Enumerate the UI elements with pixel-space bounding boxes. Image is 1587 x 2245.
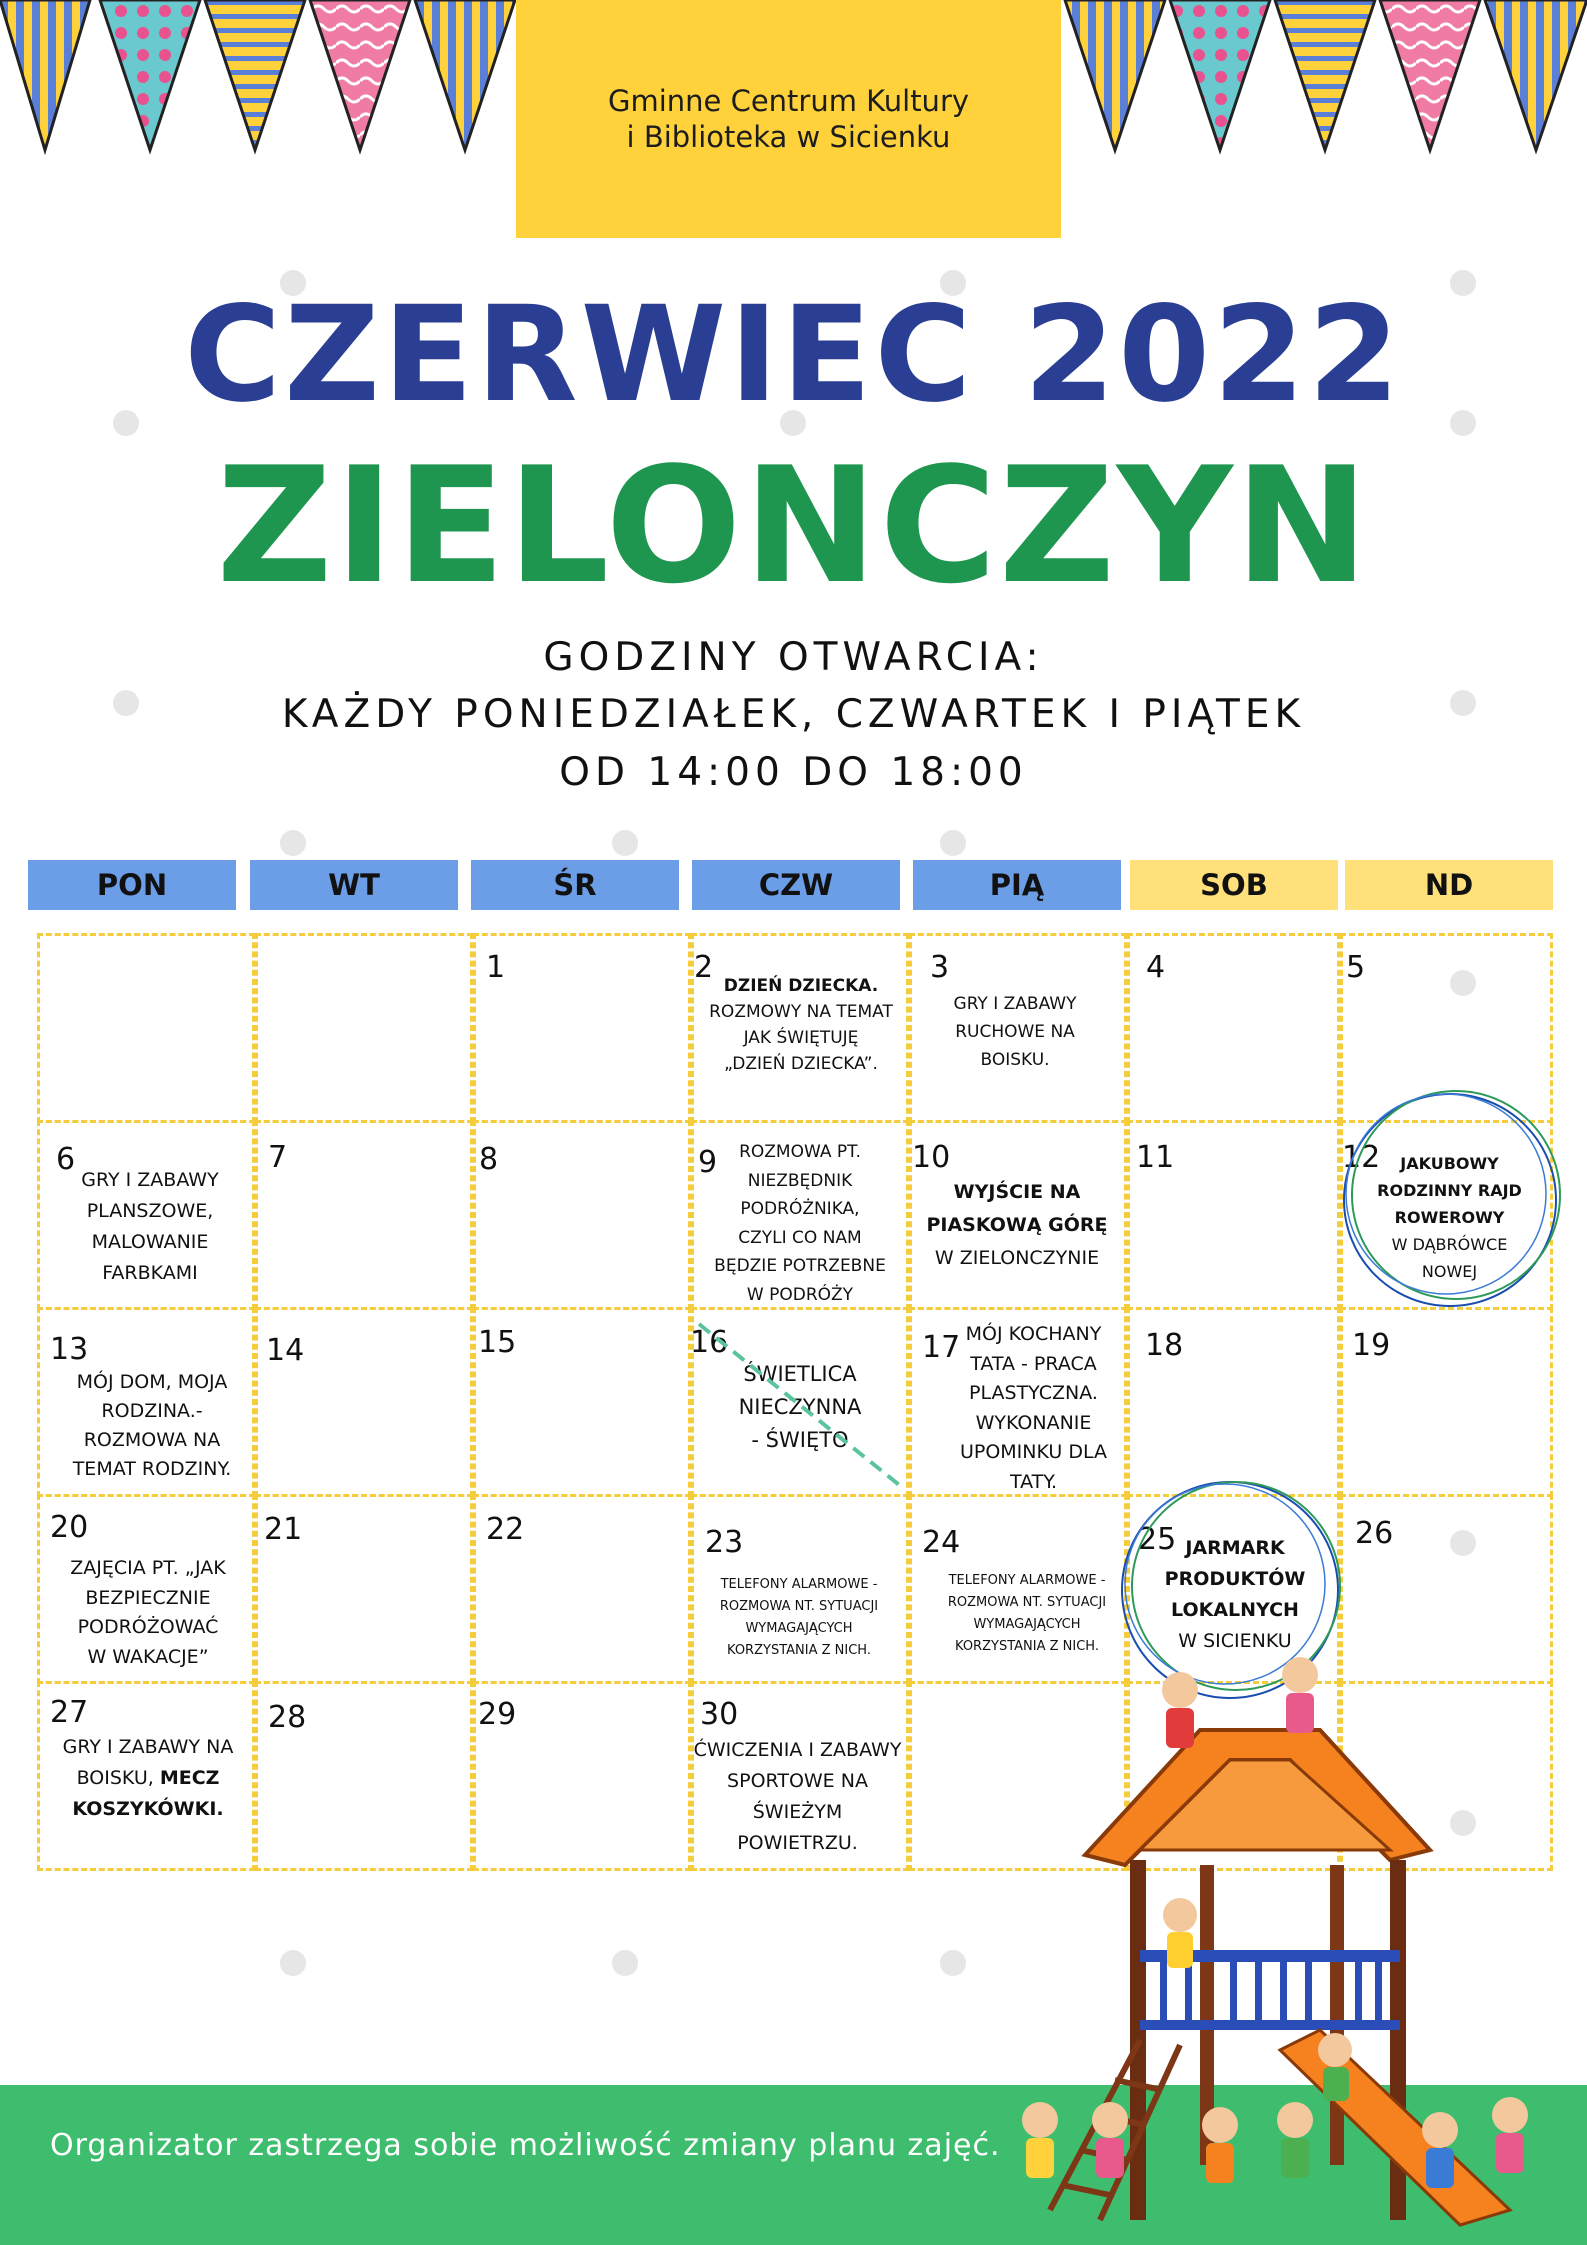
day-number: 21 bbox=[264, 1512, 303, 1547]
day-number: 3 bbox=[930, 950, 950, 985]
weekday-header-wed: ŚR bbox=[471, 860, 679, 910]
day-number: 8 bbox=[479, 1142, 499, 1177]
event-day-16: ŚWIETLICA NIECZYNNA - ŚWIĘTO bbox=[738, 1362, 862, 1452]
day-number: 23 bbox=[705, 1525, 744, 1560]
organizer-name: Gminne Centrum Kultury i Biblioteka w Sicienku bbox=[607, 84, 970, 154]
day-number: 27 bbox=[50, 1695, 89, 1730]
event-day-6: GRY I ZABAWY PLANSZOWE, MALOWANIE FARBKAMI bbox=[81, 1169, 219, 1284]
day-number: 5 bbox=[1346, 950, 1366, 985]
day-number: 7 bbox=[268, 1140, 288, 1175]
weekday-header-thu: CZW bbox=[692, 860, 900, 910]
calendar-cell bbox=[255, 1120, 473, 1310]
event-day-20: ZAJĘCIA PT. „JAK BEZPIECZNIE PODRÓŻOWAĆ W WAKACJE” bbox=[70, 1557, 226, 1668]
closed-strike-line bbox=[693, 1318, 913, 1498]
day-number: 11 bbox=[1136, 1140, 1175, 1175]
highlight-circle bbox=[1330, 1075, 1580, 1325]
weekday-header-sun: ND bbox=[1345, 860, 1553, 910]
event-day-2: DZIEŃ DZIECKA. ROZMOWY NA TEMAT JAK ŚWIĘTUJĘ „DZIEŃ DZIECKA”. bbox=[709, 976, 893, 1074]
day-number: 26 bbox=[1355, 1516, 1394, 1551]
day-number: 9 bbox=[698, 1145, 718, 1180]
opening-days: KAŻDY PONIEDZIAŁEK, CZWARTEK I PIĄTEK bbox=[281, 692, 1306, 737]
day-number: 28 bbox=[268, 1700, 307, 1735]
day-number: 12 bbox=[1342, 1140, 1381, 1175]
day-number: 2 bbox=[694, 950, 714, 985]
day-number: 19 bbox=[1352, 1328, 1391, 1363]
playground-illustration bbox=[990, 1650, 1580, 2245]
event-day-17: MÓJ KOCHANY TATA - PRACA PLASTYCZNA. WYKONANIE UPOMINKU DLA TATY. bbox=[959, 1323, 1108, 1493]
day-number: 18 bbox=[1145, 1328, 1184, 1363]
event-day-27: GRY I ZABAWY NA BOISKU, MECZ KOSZYKÓWKI. bbox=[62, 1736, 234, 1820]
opening-hours-heading: GODZINY OTWARCIA: bbox=[543, 635, 1044, 680]
day-number: 20 bbox=[50, 1510, 89, 1545]
event-day-25: JARMARK PRODUKTÓW LOKALNYCH W SICIENKU bbox=[1164, 1537, 1306, 1652]
event-day-3: GRY I ZABAWY RUCHOWE NA BOISKU. bbox=[953, 994, 1077, 1070]
weekday-header-mon: PON bbox=[28, 860, 236, 910]
calendar-cell bbox=[473, 933, 691, 1123]
weekday-header-sat: SOB bbox=[1130, 860, 1338, 910]
weekday-header-fri: PIĄ bbox=[913, 860, 1121, 910]
day-number: 16 bbox=[690, 1325, 729, 1360]
event-day-23: TELEFONY ALARMOWE - ROZMOWA NT. SYTUACJI WYMAGAJĄCYCH KORZYSTANIA Z NICH. bbox=[719, 1577, 879, 1658]
weekday-header-tue: WT bbox=[250, 860, 458, 910]
organizer-box bbox=[516, 0, 1061, 238]
event-day-12: JAKUBOWY RODZINNY RAJD ROWEROWY W DĄBRÓWCE NOWEJ bbox=[1377, 1154, 1522, 1281]
day-number: 29 bbox=[478, 1697, 517, 1732]
place-title: ZIELONCZYN bbox=[216, 432, 1371, 619]
event-day-30: ĆWICZENIA I ZABAWY SPORTOWE NA ŚWIEŻYM POWIETRZU. bbox=[693, 1739, 902, 1854]
footer-note: Organizator zastrzega sobie możliwość zmiany planu zajęć. bbox=[50, 2128, 1001, 2163]
calendar-cell bbox=[255, 933, 473, 1123]
day-number: 10 bbox=[912, 1140, 951, 1175]
month-title: CZERWIEC 2022 bbox=[184, 278, 1403, 432]
day-number: 13 bbox=[50, 1332, 89, 1367]
day-number: 6 bbox=[56, 1142, 76, 1177]
day-number: 25 bbox=[1138, 1522, 1177, 1557]
day-number: 22 bbox=[486, 1512, 525, 1547]
day-number: 4 bbox=[1146, 950, 1166, 985]
event-day-10: WYJŚCIE NA PIASKOWĄ GÓRĘ W ZIELONCZYNIE bbox=[926, 1181, 1108, 1269]
day-number: 30 bbox=[700, 1697, 739, 1732]
day-number: 24 bbox=[922, 1525, 961, 1560]
opening-hours: OD 14:00 DO 18:00 bbox=[559, 750, 1028, 795]
event-day-9: ROZMOWA PT. NIEZBĘDNIK PODRÓŻNIKA, CZYLI CO NAM BĘDZIE POTRZEBNE W PODRÓŻY bbox=[714, 1142, 886, 1305]
day-number: 1 bbox=[486, 950, 506, 985]
calendar-cell bbox=[473, 1120, 691, 1310]
day-number: 17 bbox=[922, 1330, 961, 1365]
day-number: 15 bbox=[478, 1325, 517, 1360]
event-day-24: TELEFONY ALARMOWE - ROZMOWA NT. SYTUACJI WYMAGAJĄCYCH KORZYSTANIA Z NICH. bbox=[947, 1573, 1107, 1654]
event-day-13: MÓJ DOM, MOJA RODZINA.- ROZMOWA NA TEMAT RODZINY. bbox=[72, 1371, 232, 1480]
calendar-cell bbox=[37, 933, 255, 1123]
day-number: 14 bbox=[266, 1333, 305, 1368]
